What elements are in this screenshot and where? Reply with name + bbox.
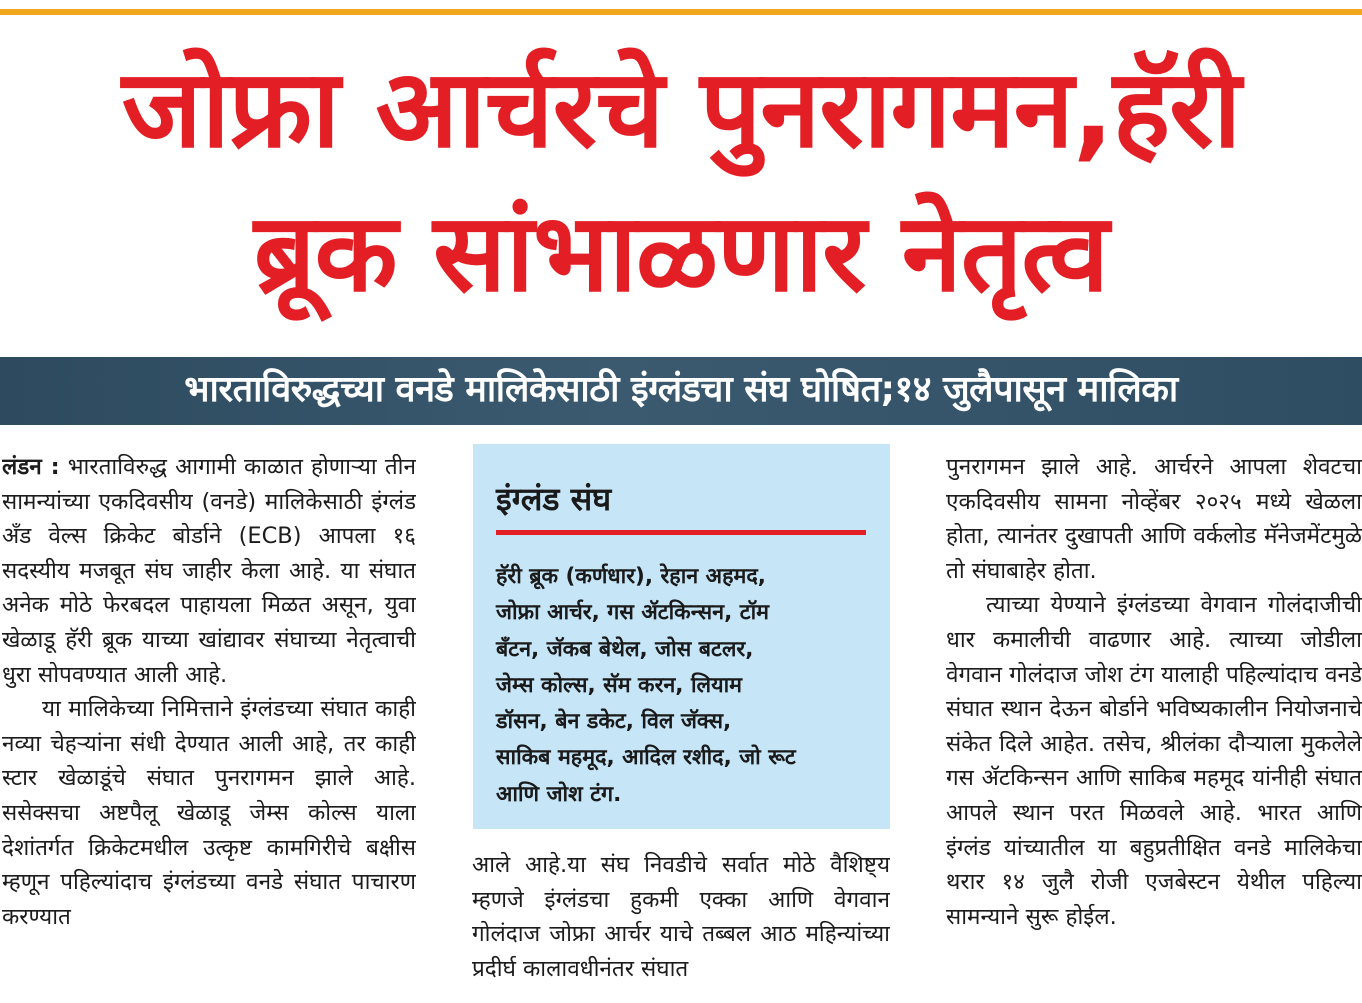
article-paragraph-1-text: भारताविरुद्ध आगामी काळात होणाऱ्या तीन सामन्यांच्या एकदिवसीय (वनडे) मालिकेसाठी इंग्लंड अँड वेल्स क्रिकेट बोर्डाने (ECB) आपला १६ सदस्यीय मजबूत संघ जाहीर केला आहे. या संघात अनेक मोठे फेरबदल पाहायला मिळत असून, युवा खेळाडू हॅरी ब्रूक याच्या खांद्यावर संघाच्या नेतृत्वाची धुरा सोपवण्यात आली आहे. (2, 454, 416, 688)
top-accent-rule (0, 9, 1362, 15)
squad-line: आणि जोश टंग. (496, 781, 622, 807)
squad-line: जोफ्रा आर्चर, गस ॲटकिन्सन, टॉम (496, 600, 769, 626)
squad-box-rule (496, 530, 866, 535)
article-column-3-paragraph-2: त्याच्या येण्याने इंग्लंडच्या वेगवान गोलंदाजीची धार कमालीची वाढणार आहे. त्याच्या जोडीला वेगवान गोलंदाज जोश टंग यालाही पहिल्यांदाच वनडे संघात स्थान देऊन बोर्डाने भविष्यकालीन नियोजनाचे संकेत दिले आहेत. तसेच, श्रीलंका दौऱ्याला मुकलेले गस ॲटकिन्सन आणि साकिब महमूद यांनीही संघात आपले स्थान परत मिळवले आहे. भारत आणि इंग्लंड यांच्यातील या बहुप्रतीक्षित वनडे मालिकेचा थरार १४ जुलै रोजी एजबेस्टन येथील पहिल्या सामन्याने सुरू होईल. (946, 592, 1362, 930)
squad-list (496, 559, 868, 813)
dateline: लंडन : (2, 454, 60, 480)
subheadline: भारताविरुद्धच्या वनडे मालिकेसाठी इंग्लंडचा संघ घोषित;१४ जुलैपासून मालिका (184, 369, 1178, 410)
headline (0, 38, 1362, 326)
headline-line-1: जोफ्रा आर्चरचे पुनरागमन,हॅरी (121, 47, 1241, 172)
squad-box-title: इंग्लंड संघ (496, 480, 612, 518)
squad-line: डॉसन, बेन डकेट, विल जॅक्स, (496, 709, 732, 735)
headline-line-2: ब्रूक सांभाळणार नेतृत्व (253, 191, 1109, 316)
article-column-1 (2, 450, 416, 1003)
squad-line: जेम्स कोल्स, सॅम करन, लियाम (496, 672, 742, 698)
article-paragraph-2: या मालिकेच्या निमित्ताने इंग्लंडच्या संघात काही नव्या चेहऱ्यांना संधी देण्यात आली आहे, तर काही स्टार खेळाडूंचे संघात पुनरागमन झाले आहे. ससेक्सचा अष्टपैलू खेळाडू जेम्स कोल्स याला देशांतर्गत क्रिकेटमधील उत्कृष्ट कामगिरीचे बक्षीस म्हणून पहिल्यांदाच इंग्लंडच्या वनडे संघात पाचारण करण्यात (2, 696, 416, 930)
article-paragraph-1 (2, 450, 416, 692)
squad-line: बँटन, जॅकब बेथेल, जोस बटलर, (496, 636, 754, 662)
article-column-3 (946, 450, 1362, 1003)
article-column-2-text: आले आहे.या संघ निवडीचे सर्वात मोठे वैशिष्ट्य म्हणजे इंग्लंडचा हुकमी एक्का आणि वेगवान गोलंदाज जोफ्रा आर्चर याचे तब्बल आठ महिन्यांच्या प्रदीर्घ कालावधीनंतर संघात (472, 852, 890, 982)
article-column-2 (472, 848, 890, 1003)
squad-line: साकिब महमूद, आदिल रशीद, जो रूट (496, 745, 796, 771)
squad-line: हॅरी ब्रूक (कर्णधार), रेहान अहमद, (496, 564, 766, 589)
article-column-3-paragraph-1: पुनरागमन झाले आहे. आर्चरने आपला शेवटचा एकदिवसीय सामना नोव्हेंबर २०२५ मध्ये खेळला होता, त्यानंतर दुखापती आणि वर्कलोड मॅनेजमेंटमुळे तो संघाबाहेर होता. (946, 454, 1362, 584)
